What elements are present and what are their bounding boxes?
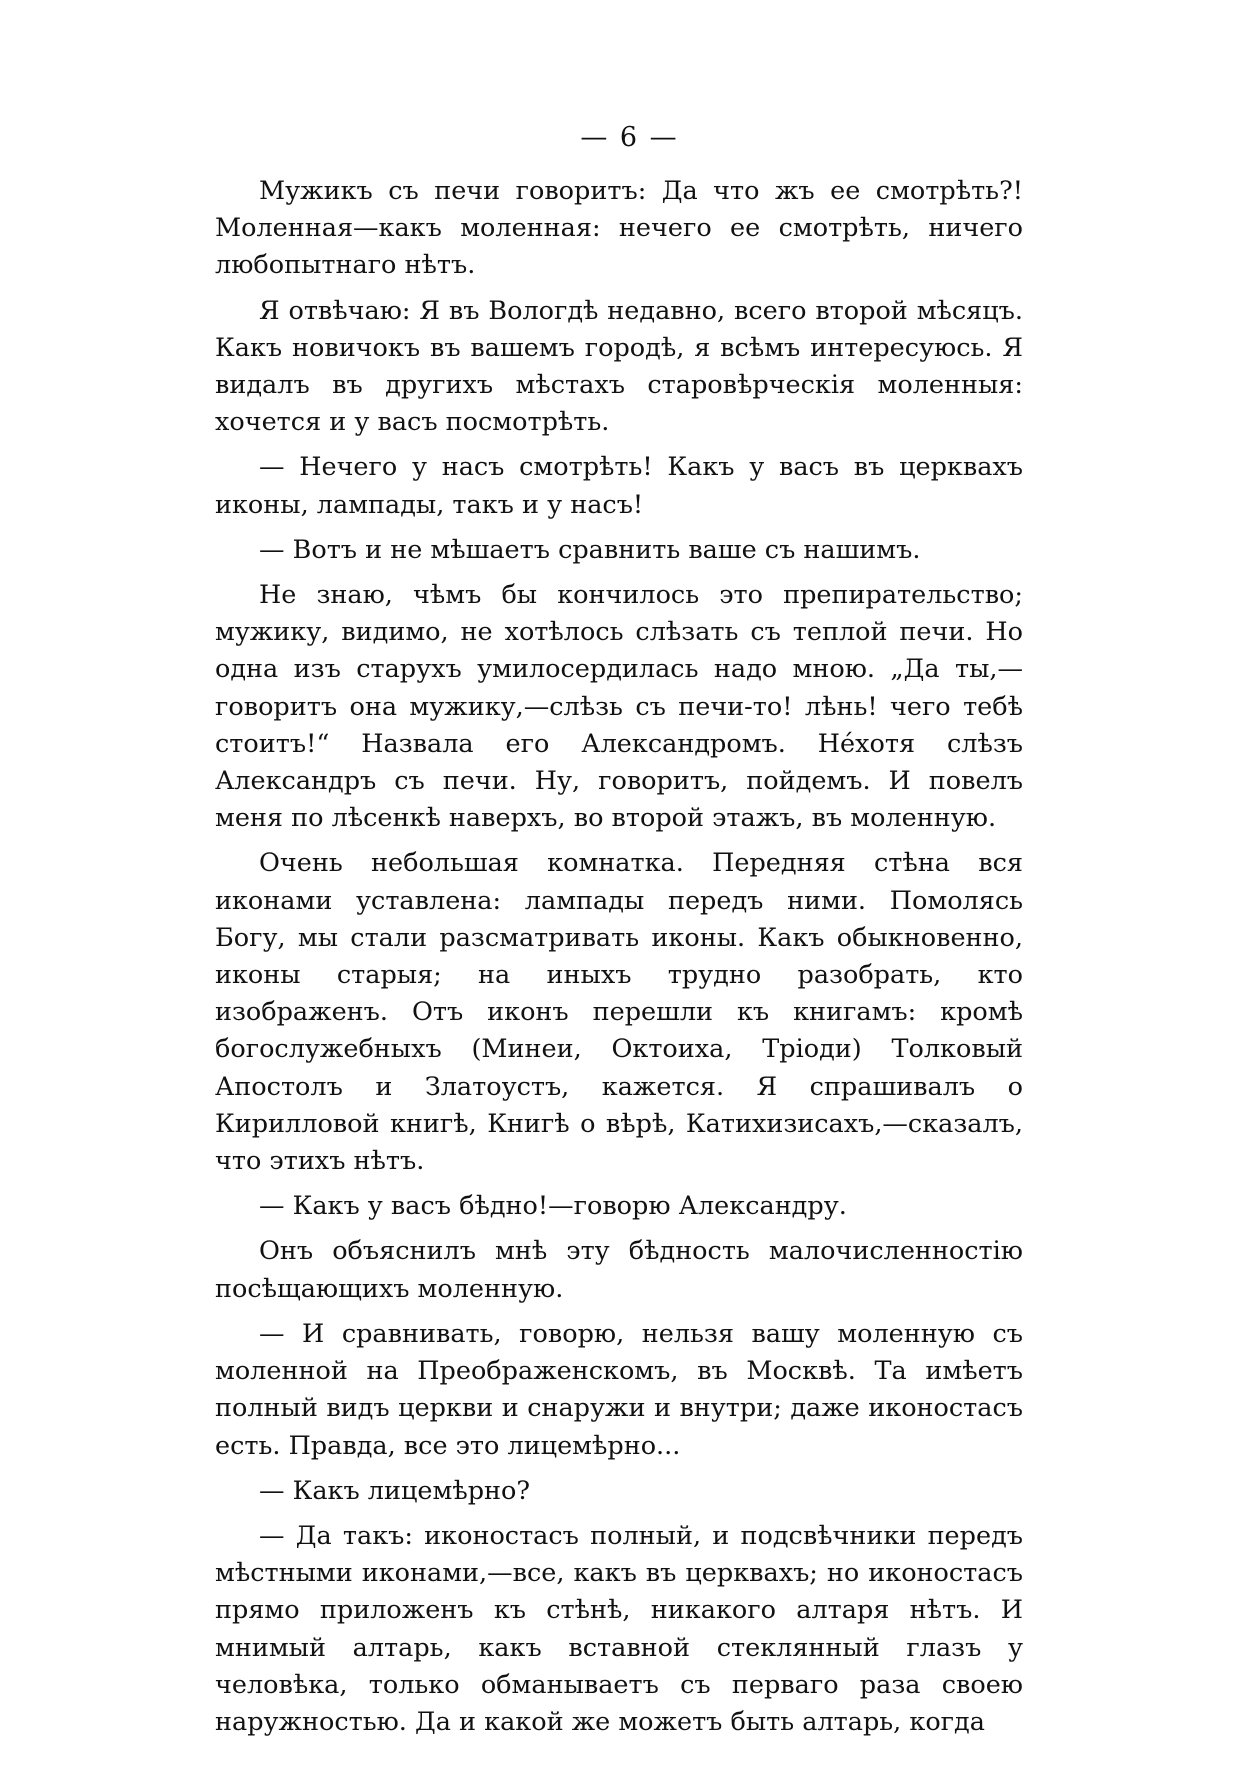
paragraph: Не знаю, чѣмъ бы кончилось это препирательство; мужику, видимо, не хотѣлось слѣзать съ теплой печи. Но одна изъ старухъ умилосердилась надо мною. „Да ты,— говоритъ она мужику,—слѣзь съ печи-то! лѣнь! чего тебѣ стоитъ!“ Назвала его Александромъ. Нéхотя слѣзъ Александръ съ печи. Ну, говоритъ, пойдемъ. И повелъ меня по лѣсенкѣ наверхъ, во второй этажъ, въ моленную. — [215, 580, 1023, 834]
paragraph: — Вотъ и не мѣшаетъ сравнить ваше съ нашимъ. — [259, 534, 921, 565]
paragraph: — Да такъ: иконостасъ полный, и подсвѣчники передъ мѣстными иконами,—все, какъ въ церквахъ; но иконостасъ прямо приложенъ къ стѣнѣ, никакого алтаря нѣтъ. И мнимый алтарь, какъ вставной стеклянный глазъ у человѣка, только обманываетъ съ перваго раза своею наружностью. Да и какой же можетъ быть алтарь, когда — [215, 1520, 1023, 1737]
paragraph: — И сравнивать, говорю, нельзя вашу моленную съ моленной на Преображенскомъ, въ Москвѣ. Та имѣетъ полный видъ церкви и снаружи и внутри; даже иконостасъ есть. Правда, все это лицемѣрно... — [215, 1318, 1023, 1461]
paragraph: Онъ объяснилъ мнѣ эту бѣдность малочисленностію посѣщающихъ моленную. — [215, 1236, 1023, 1304]
paragraph: — Какъ у васъ бѣдно!—говорю Александру. — [259, 1191, 847, 1222]
page-number: — 6 — — [580, 122, 679, 153]
paragraph: — Какъ лицемѣрно? — [259, 1475, 531, 1506]
paragraph: Мужикъ съ печи говоритъ: Да что жъ ее смотрѣть?! Моленная—какъ моленная: нечего ее смотрѣть, ничего любопытнаго нѣтъ. — [215, 176, 1023, 281]
body-text — [215, 173, 1023, 1749]
paragraph: Я отвѣчаю: Я въ Вологдѣ недавно, всего второй мѣсяцъ. Какъ новичокъ въ вашемъ городѣ, я всѣмъ интересуюсь. Я видалъ въ другихъ мѣстахъ старовѣрческія моленныя: хочется и у васъ посмотрѣть. — [215, 295, 1023, 438]
paragraph: — Нечего у насъ смотрѣть! Какъ у васъ въ церквахъ иконы, лампады, такъ и у насъ! — [215, 452, 1023, 520]
paragraph: Очень небольшая комнатка. Передняя стѣна вся иконами уставлена: лампады передъ ними. Помолясь Богу, мы стали разсматривать иконы. Какъ обыкновенно, иконы старыя; на иныхъ трудно разобрать, кто изображенъ. Отъ иконъ перешли къ книгамъ: кромѣ богослужебныхъ (Минеи, Октоиха, Тріоди) Толковый Апостолъ и Златоустъ, кажется. Я спрашивалъ о Кирилловой книгѣ, Книгѣ о вѣрѣ, Катихизисахъ,—сказалъ, что этихъ нѣтъ. — [215, 848, 1023, 1177]
